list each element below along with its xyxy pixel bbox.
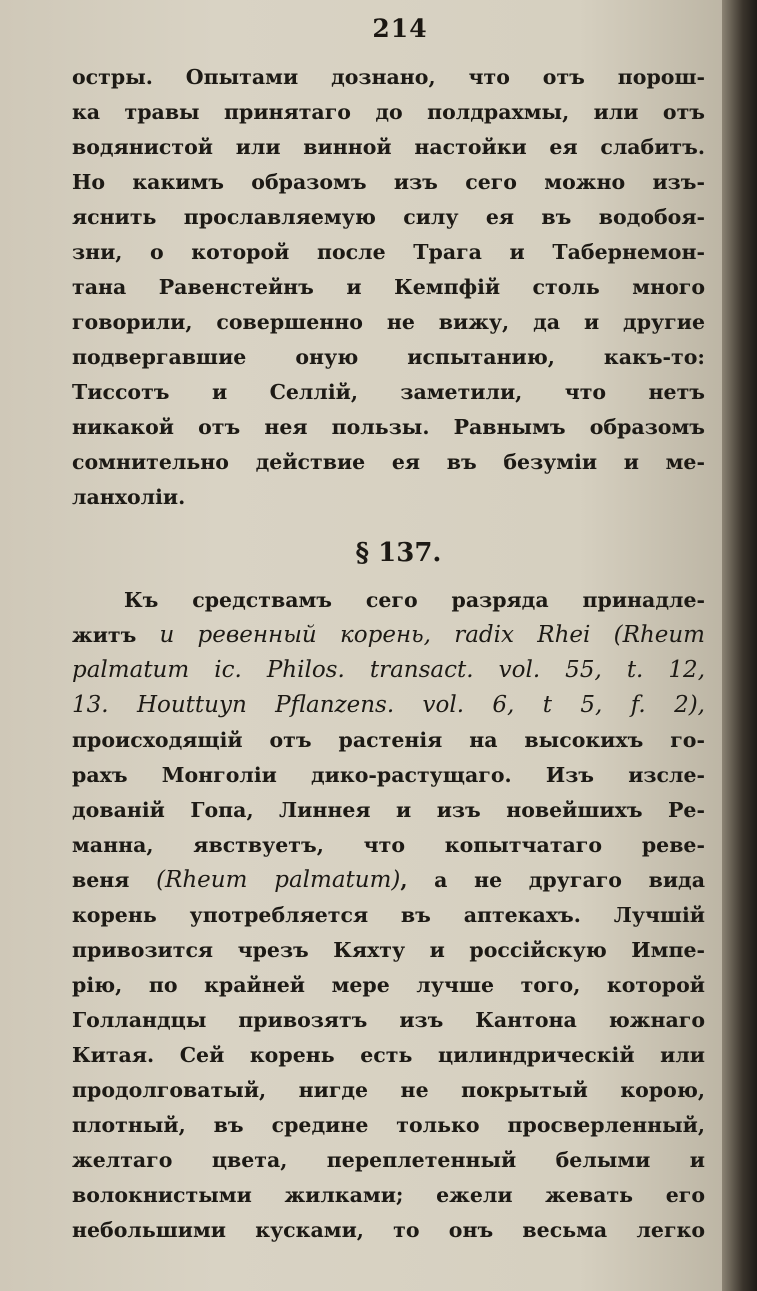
text-line (72, 688, 705, 723)
text-line: водянистой или винной настойки ея слабитъ. (72, 135, 705, 159)
italic-text: (Rheum palmatum) (156, 867, 401, 893)
text-line: яснить прославляемую силу ея въ водобоя- (72, 205, 705, 229)
text-line: плотный, въ средине только просверленный, (72, 1113, 705, 1137)
paragraph-2 (72, 583, 705, 1248)
text-line: зни, о которой после Трага и Табернемон- (72, 240, 705, 264)
text-line: Но какимъ образомъ изъ сего можно изъ- (72, 170, 705, 194)
page-number: 214 (372, 14, 428, 43)
text-line: подвергавшие оную испытанию, какъ-то: (72, 345, 705, 369)
text-line: продолговатый, нигде не покрытый корою, (72, 1078, 705, 1102)
text-line: тана Равенстейнъ и Кемпфій столь много (72, 275, 705, 299)
text-line: происходящій отъ растенія на высокихъ го- (72, 728, 705, 752)
text-line (72, 618, 705, 653)
text-line: Къ средствамъ сего разряда принадле- (124, 588, 705, 612)
text-line (72, 653, 705, 688)
text-line: рахъ Монголіи дико-растущаго. Изъ изсле- (72, 763, 705, 787)
text-line: дованій Гопа, Линнея и изъ новейшихъ Ре- (72, 798, 705, 822)
text-line: волокнистыми жилками; ежели жевать его (72, 1183, 705, 1207)
text-line: рію, по крайней мере лучше того, которой (72, 973, 705, 997)
text-line: корень употребляется въ аптекахъ. Лучшій (72, 903, 705, 927)
text-line: желтаго цвета, переплетенный белыми и (72, 1148, 705, 1172)
text-line: ка травы принятаго до полдрахмы, или отъ (72, 100, 705, 124)
text-line: остры. Опытами дознано, что отъ порош- (72, 65, 705, 89)
paragraph-1 (72, 60, 705, 515)
page-text (72, 60, 705, 1248)
text-line: манна, явствуетъ, что копытчатаго реве- (72, 833, 705, 857)
text-line: говорили, совершенно не вижу, да и другие (72, 310, 705, 334)
text-line: Китая. Сей корень есть цилиндрическій или (72, 1043, 705, 1067)
text-line: Голландцы привозятъ изъ Кантона южнаго (72, 1008, 705, 1032)
section-heading: § 137. (355, 538, 442, 568)
italic-text: 13. Houttuyn Pflanzens. vol. 6, t 5, f. 2), (72, 692, 705, 718)
text-line: сомнительно действие ея въ безуміи и ме- (72, 450, 705, 474)
text-span: житъ (72, 623, 160, 647)
text-line: Тиссотъ и Селлій, заметили, что нетъ (72, 380, 705, 404)
text-span: веня (72, 868, 157, 892)
text-line (72, 863, 705, 898)
text-line: ланхоліи. (72, 485, 186, 509)
text-line: небольшими кусками, то онъ весьма легко (72, 1218, 705, 1242)
text-span: , а не другаго вида (400, 868, 705, 892)
text-line: никакой отъ нея пользы. Равнымъ образомъ (72, 415, 705, 439)
italic-text: palmatum ic. Philos. transact. vol. 55, t. 12, (72, 657, 705, 683)
italic-text: и ревенный корень, radix Rhei (Rheum (159, 622, 705, 648)
book-spine-edge (722, 0, 757, 1291)
text-line: привозится чрезъ Кяхту и россійскую Импе- (72, 938, 705, 962)
